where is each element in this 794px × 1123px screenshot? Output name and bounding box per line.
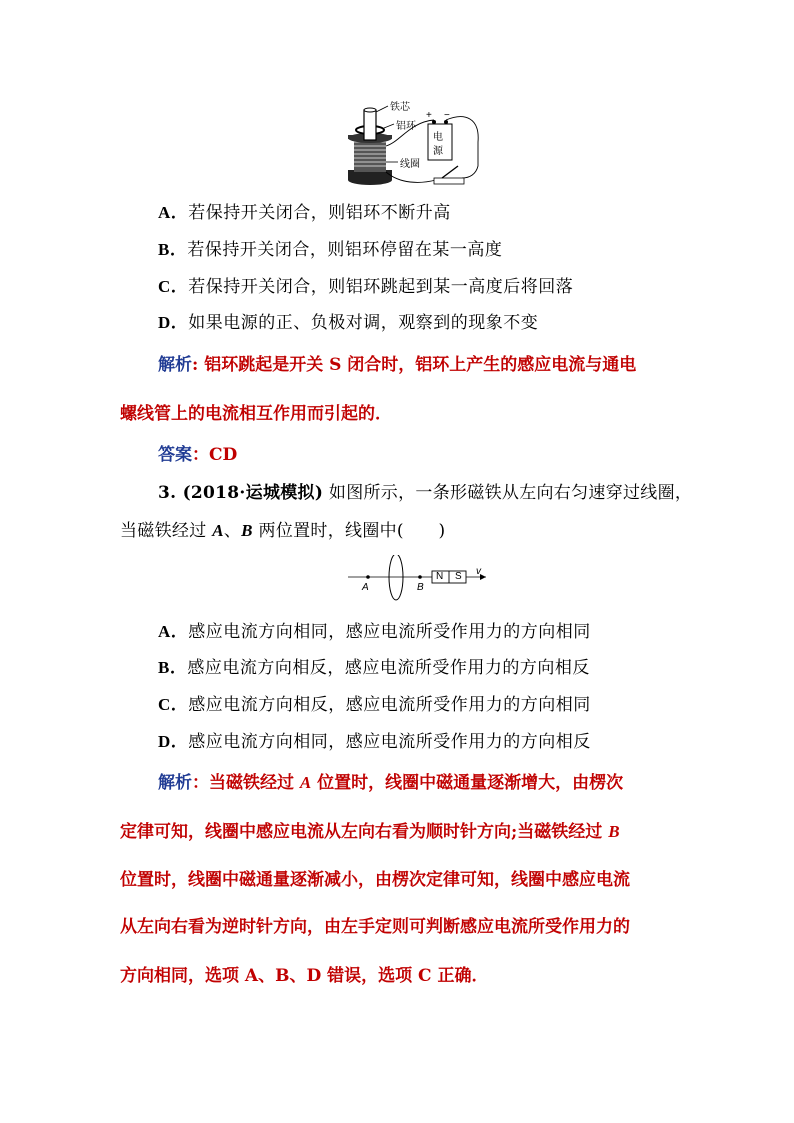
- q3-option-c: C．感应电流方向相反，感应电流所受作用力的方向相同: [158, 695, 591, 715]
- q3-analysis-line-3: 位置时，线圈中磁通量逐渐减小，由楞次定律可知，线圈中感应电流: [120, 870, 630, 890]
- q3-analysis-line-4: 从左向右看为逆时针方向，由左手定则可判断感应电流所受作用力的: [120, 917, 630, 937]
- label-coil: 线圈: [400, 159, 420, 170]
- label-south: S: [455, 571, 462, 582]
- point-a-dot: [366, 575, 370, 579]
- q2-option-a: A．若保持开关闭合，则铝环不断升高: [158, 203, 451, 223]
- label-north: N: [436, 571, 444, 582]
- q3-option-b: B．感应电流方向相反，感应电流所受作用力的方向相反: [158, 658, 590, 678]
- q3-analysis-line-1: 解析：当磁铁经过 A 位置时，线圈中磁通量逐渐增大，由楞次: [158, 773, 624, 793]
- q2-option-d: D．如果电源的正、负极对调，观察到的现象不变: [158, 313, 539, 333]
- iron-core: [364, 110, 376, 140]
- label-velocity: v: [476, 566, 481, 577]
- q2-option-c: C．若保持开关闭合，则铝环跳起到某一高度后将回落: [158, 277, 574, 297]
- label-aluminum-ring: 铝环: [396, 121, 416, 132]
- q3-stem-line-1: 3. (2018·运城模拟) 如图所示，一条形磁铁从左向右匀速穿过线圈，: [158, 483, 693, 503]
- switch: [434, 178, 464, 184]
- q3-stem-line-2: 当磁铁经过 A、B 两位置时，线圈中( ): [120, 521, 446, 541]
- coil-ellipse: [389, 555, 403, 600]
- label-point-b: B: [417, 582, 424, 593]
- q2-analysis-line-1: 解析: 铝环跳起是开关 S 闭合时，铝环上产生的感应电流与通电: [158, 355, 637, 375]
- q2-analysis-line-2: 螺线管上的电流相互作用而引起的．: [120, 404, 392, 424]
- q3-option-d: D．感应电流方向相同，感应电流所受作用力的方向相反: [158, 732, 591, 752]
- label-power-2: 源: [433, 146, 443, 157]
- q3-analysis-line-5: 方向相同，选项 A、B、D 错误，选项 C 正确．: [120, 966, 489, 986]
- label-iron-core: 铁芯: [390, 102, 410, 113]
- label-point-a: A: [362, 582, 369, 593]
- q3-analysis-line-2: 定律可知，线圈中感应电流从左向右看为顺时针方向;当磁铁经过 B: [120, 822, 620, 842]
- solenoid-circuit-figure: [340, 102, 490, 190]
- q3-option-a: A．感应电流方向相同，感应电流所受作用力的方向相同: [158, 622, 591, 642]
- label-power-1: 电: [433, 132, 443, 143]
- label-plus: +: [426, 110, 432, 121]
- q2-option-b: B．若保持开关闭合，则铝环停留在某一高度: [158, 240, 503, 260]
- magnet-coil-figure: [348, 555, 488, 605]
- point-b-dot: [418, 575, 422, 579]
- label-minus: −: [444, 110, 450, 121]
- q2-answer: 答案：CD: [158, 445, 238, 465]
